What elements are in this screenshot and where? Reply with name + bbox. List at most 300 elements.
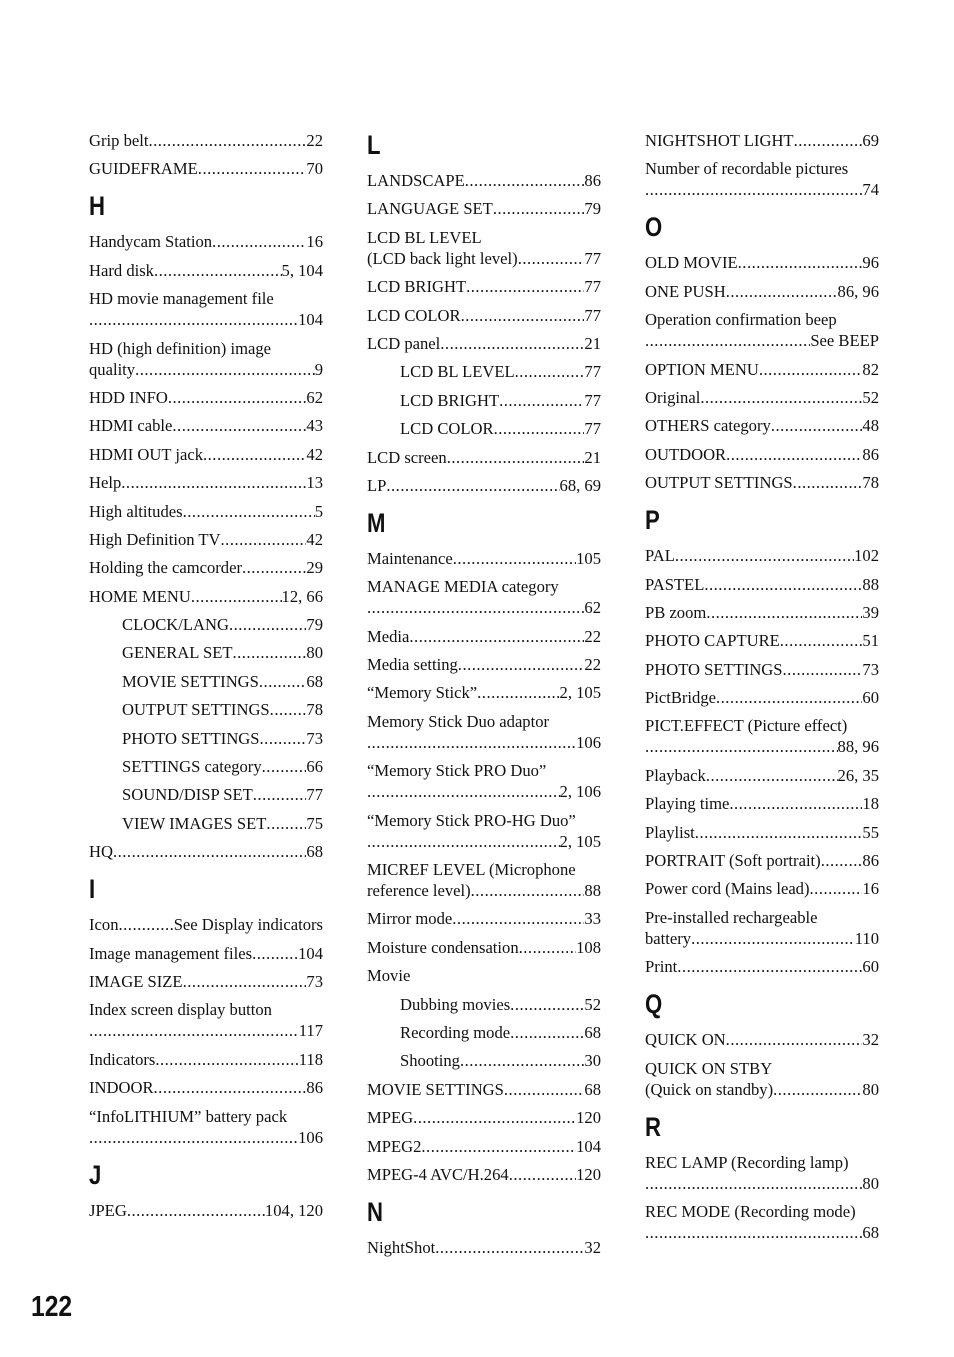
entry-line: [367, 937, 601, 958]
index-entry: [645, 1152, 879, 1194]
section-letter: J: [89, 1159, 102, 1190]
dot-leader: [677, 956, 862, 977]
section-letter: O: [645, 212, 663, 243]
dot-leader: [519, 937, 576, 958]
entry-term: High Definition TV: [89, 529, 221, 549]
entry-line: [89, 260, 323, 281]
entry-term: NIGHTSHOT LIGHT: [645, 131, 794, 150]
entry-term: PASTEL: [645, 574, 705, 594]
entry-term: OPTION MENU: [645, 359, 759, 379]
entry-term: PictBridge: [645, 688, 716, 708]
page-reference: 33: [584, 909, 601, 929]
entry-term: QUICK ON: [645, 1030, 726, 1050]
page-reference: 21: [584, 447, 601, 467]
entry-term-continued: battery: [645, 928, 692, 948]
entry-line: [89, 472, 323, 493]
entry-line: [89, 158, 323, 179]
entry-term: Media setting: [367, 655, 458, 675]
index-subentry: [367, 390, 601, 411]
page-reference: 80: [862, 1173, 879, 1193]
entry-line: [645, 878, 879, 899]
entry-line: [400, 1022, 601, 1043]
dot-leader: [260, 728, 307, 749]
index-entry: [645, 822, 879, 843]
dot-leader: [780, 630, 863, 651]
index-entry: [89, 501, 323, 522]
entry-term: Media: [367, 626, 410, 646]
index-entry: [367, 760, 601, 802]
index-entry: [367, 198, 601, 219]
index-column-2: [367, 130, 601, 1265]
index-subentry: [89, 699, 323, 720]
page-reference: 18: [862, 794, 879, 814]
index-entry: [645, 444, 879, 465]
dot-leader: [113, 841, 306, 862]
entry-line: [367, 908, 601, 929]
entry-line: [89, 529, 323, 550]
index-entry: [645, 387, 879, 408]
page-reference: 104: [576, 1136, 601, 1156]
index-entry: [367, 333, 601, 354]
entry-term: Hard disk: [89, 260, 154, 280]
page-reference: 48: [862, 416, 879, 436]
entry-term: MICREF LEVEL (Microphone: [367, 860, 576, 880]
page-reference: 104, 120: [264, 1200, 323, 1220]
index-entry: [645, 281, 879, 302]
page-reference: 78: [306, 700, 323, 720]
page-reference: 68: [306, 842, 323, 862]
entry-term: Mirror mode: [367, 909, 453, 929]
page-reference: 22: [306, 131, 323, 150]
entry-term: QUICK ON STBY: [645, 1058, 773, 1078]
dot-leader: [477, 682, 559, 703]
index-subentry: [89, 756, 323, 777]
dot-leader: [716, 687, 862, 708]
entry-line: [89, 1020, 323, 1041]
page-reference: 88: [862, 574, 879, 594]
entry-term: HQ: [89, 842, 113, 862]
dot-leader: [212, 231, 306, 252]
page-reference: 77: [584, 305, 601, 325]
page-reference: 68, 69: [559, 475, 601, 495]
index-entry: [89, 444, 323, 465]
entry-line: [645, 444, 879, 465]
index-entry: [89, 914, 323, 935]
entry-line: [367, 781, 601, 802]
entry-line: [89, 943, 323, 964]
entry-line: [367, 548, 601, 569]
dot-leader: [148, 130, 306, 151]
index-entry: [367, 1079, 601, 1100]
index-entry: [89, 288, 323, 330]
index-entry: [89, 529, 323, 550]
page-reference: 9: [314, 359, 323, 379]
index-entry: [645, 1058, 879, 1100]
entry-line: [645, 1079, 879, 1100]
entry-line: [89, 444, 323, 465]
page-reference: 96: [862, 253, 879, 273]
entry-line: [89, 415, 323, 436]
page-reference: 29: [306, 558, 323, 578]
index-entry: [367, 682, 601, 703]
page-reference: 13: [306, 473, 323, 493]
entry-term: Print: [645, 957, 678, 977]
entry-term: REC MODE (Recording mode): [645, 1201, 856, 1221]
dot-leader: [203, 444, 306, 465]
entry-term: “Memory Stick PRO Duo”: [367, 761, 547, 781]
dot-leader: [253, 784, 307, 805]
entry-term: MOVIE SETTINGS: [367, 1079, 504, 1099]
entry-line: [367, 732, 601, 753]
entry-line: [645, 545, 879, 566]
page-reference: 86: [306, 1078, 323, 1098]
page-reference: 75: [306, 813, 323, 833]
page-reference: 79: [306, 615, 323, 635]
index-entry: [89, 338, 323, 380]
index-entry: [645, 907, 879, 949]
dot-leader: [675, 545, 854, 566]
section-letter: Q: [645, 989, 663, 1020]
dot-leader: [447, 447, 585, 468]
dot-leader: [232, 642, 306, 663]
entry-line: [367, 170, 601, 191]
page-reference: 86: [584, 171, 601, 190]
index-entry: [89, 586, 323, 607]
index-entry: [89, 943, 323, 964]
page-reference: 68: [306, 671, 323, 691]
page-reference: 2, 105: [559, 831, 601, 851]
dot-leader: [726, 1029, 863, 1050]
entry-line: [645, 928, 879, 949]
page-reference: 104: [298, 310, 323, 330]
dot-leader: [168, 387, 307, 408]
dot-leader: [121, 472, 306, 493]
entry-line: [645, 415, 879, 436]
entry-line: [645, 359, 879, 380]
entry-line: [367, 475, 601, 496]
page-reference: 62: [584, 598, 601, 618]
entry-line: [645, 793, 879, 814]
entry-line: [367, 831, 601, 852]
dot-leader: [471, 880, 585, 901]
entry-term: High altitudes: [89, 501, 183, 521]
dot-leader: [821, 850, 863, 871]
dot-leader: [421, 1136, 576, 1157]
dot-leader: [155, 1049, 298, 1070]
entry-term: Help: [89, 473, 122, 493]
index-entry: [645, 850, 879, 871]
dot-leader: [172, 415, 306, 436]
index-column-3: [645, 130, 879, 1250]
index-subentry: [367, 418, 601, 439]
index-entry: [367, 305, 601, 326]
index-entry: [89, 999, 323, 1041]
page-reference: 86: [862, 851, 879, 871]
entry-term: “Memory Stick PRO-HG Duo”: [367, 810, 576, 830]
entry-term: SOUND/DISP SET: [122, 785, 253, 805]
page-reference: 32: [584, 1237, 601, 1257]
index-entry: [89, 158, 323, 179]
index-subentry: [367, 1050, 601, 1071]
dot-leader: [453, 548, 576, 569]
entry-term: JPEG: [89, 1200, 127, 1220]
dot-leader: [645, 1173, 862, 1194]
dot-leader: [229, 614, 306, 635]
entry-term: MPEG2: [367, 1136, 422, 1156]
dot-leader: [645, 179, 862, 200]
dot-leader: [509, 1164, 576, 1185]
page-reference: 80: [306, 643, 323, 663]
index-entry: [645, 630, 879, 651]
dot-leader: [154, 260, 282, 281]
entry-line: [89, 914, 323, 935]
dot-leader: [409, 626, 584, 647]
index-entry: [89, 1200, 323, 1221]
entry-line: [645, 956, 879, 977]
entry-term: OTHERS category: [645, 416, 771, 436]
page-reference: 2, 105: [559, 683, 601, 703]
entry-line: [89, 359, 323, 380]
entry-term: SETTINGS category: [122, 757, 262, 777]
page-reference: 117: [298, 1021, 323, 1041]
entry-line: [367, 198, 601, 219]
entry-line: [645, 130, 879, 151]
entry-term: HOME MENU: [89, 586, 191, 606]
dot-leader: [645, 330, 810, 351]
index-entry: [89, 557, 323, 578]
entry-line: [89, 501, 323, 522]
entry-line: [89, 557, 323, 578]
page-reference: See Display indicators: [173, 915, 323, 935]
entry-term: Dubbing movies: [400, 994, 511, 1014]
index-subentry: [89, 728, 323, 749]
entry-term: Grip belt: [89, 131, 149, 150]
dot-leader: [367, 732, 576, 753]
entry-line: [367, 276, 601, 297]
page-reference: 16: [862, 879, 879, 899]
dot-leader: [266, 813, 306, 834]
index-column-1: [89, 130, 323, 1228]
entry-term: OUTPUT SETTINGS: [645, 473, 793, 493]
dot-leader: [645, 1222, 862, 1243]
index-subentry: [89, 784, 323, 805]
dot-leader: [499, 390, 584, 411]
page-reference: 74: [862, 180, 879, 200]
entry-term: LCD BRIGHT: [400, 390, 500, 410]
page-reference: 16: [306, 232, 323, 252]
dot-leader: [135, 359, 315, 380]
index-entry: [367, 711, 601, 753]
index-entry: [367, 1237, 601, 1258]
entry-line: [400, 361, 601, 382]
dot-leader: [413, 1107, 576, 1128]
section-letter: N: [367, 1196, 383, 1227]
page-reference: 5, 104: [281, 260, 323, 280]
page-reference: See BEEP: [810, 331, 879, 351]
entry-line: [367, 597, 601, 618]
page-reference: 22: [584, 655, 601, 675]
page-reference: 68: [584, 1079, 601, 1099]
entry-term: LCD BL LEVEL: [367, 227, 482, 247]
dot-leader: [773, 1079, 862, 1100]
page-reference: 42: [306, 529, 323, 549]
dot-leader: [793, 472, 863, 493]
entry-line: [645, 252, 879, 273]
entry-term: Recording mode: [400, 1022, 511, 1042]
page-reference: 77: [584, 248, 601, 268]
entry-line: [367, 248, 601, 269]
dot-leader: [460, 1050, 584, 1071]
entry-term: OLD MOVIE: [645, 253, 738, 273]
entry-term: INDOOR: [89, 1078, 154, 1098]
dot-leader: [493, 198, 585, 219]
entry-line: [645, 1173, 879, 1194]
entry-term: GUIDEFRAME: [89, 159, 198, 179]
entry-line: [367, 333, 601, 354]
index-entry: [89, 231, 323, 252]
page-reference: 77: [584, 419, 601, 439]
entry-term: LCD COLOR: [400, 419, 494, 439]
dot-leader: [645, 736, 838, 757]
entry-line: [367, 626, 601, 647]
page-reference: 104: [298, 943, 323, 963]
dot-leader: [810, 878, 863, 899]
entry-line: [645, 574, 879, 595]
dot-leader: [435, 1237, 584, 1258]
dot-leader: [259, 671, 307, 692]
entry-line: [367, 1079, 601, 1100]
entry-term-continued: (LCD back light level): [367, 248, 518, 268]
index-entry: [367, 447, 601, 468]
page-reference: 66: [306, 757, 323, 777]
entry-line: [645, 1029, 879, 1050]
page-reference: 120: [576, 1108, 601, 1128]
index-entry: [645, 472, 879, 493]
page-reference: 32: [862, 1030, 879, 1050]
entry-line: [400, 994, 601, 1015]
section-letter: M: [367, 507, 386, 538]
section-letter: R: [645, 1111, 661, 1142]
entry-line: [122, 728, 323, 749]
dot-leader: [706, 602, 862, 623]
index-entry: [89, 1077, 323, 1098]
section-letter: P: [645, 505, 660, 536]
index-entry: [367, 276, 601, 297]
entry-term: LCD BRIGHT: [367, 277, 467, 297]
entry-line: [645, 630, 879, 651]
page-reference: 88: [584, 881, 601, 901]
index-entry: [645, 765, 879, 786]
dot-leader: [695, 822, 863, 843]
index-subentry: [367, 361, 601, 382]
entry-line: [89, 1127, 323, 1148]
page-reference: 82: [862, 359, 879, 379]
index-entry: [645, 574, 879, 595]
index-entry: [367, 548, 601, 569]
entry-line: [645, 1222, 879, 1243]
entry-line: [400, 418, 601, 439]
dot-leader: [367, 597, 584, 618]
page-reference: 73: [306, 971, 323, 991]
entry-term: “InfoLITHIUM” battery pack: [89, 1106, 288, 1126]
dot-leader: [515, 361, 585, 382]
entry-term: Original: [645, 387, 701, 407]
index-entry: [367, 1136, 601, 1157]
entry-term: Playlist: [645, 822, 695, 842]
entry-line: [367, 305, 601, 326]
page-reference: 5: [314, 501, 323, 521]
index-entry: [645, 956, 879, 977]
page-reference: 62: [306, 387, 323, 407]
index-entry: [89, 472, 323, 493]
page-reference: 79: [584, 199, 601, 219]
dot-leader: [270, 699, 307, 720]
index-entry: [89, 387, 323, 408]
entry-line: [645, 659, 879, 680]
index-entry: [645, 415, 879, 436]
entry-term: Index screen display button: [89, 1000, 272, 1020]
entry-line: [645, 822, 879, 843]
dot-leader: [771, 415, 863, 436]
entry-term-continued: reference level): [367, 881, 471, 901]
entry-term: Handycam Station: [89, 232, 213, 252]
entry-term: HDMI cable: [89, 416, 173, 436]
entry-line: [122, 642, 323, 663]
dot-leader: [704, 574, 862, 595]
entry-line: [89, 231, 323, 252]
entry-line: [367, 1164, 601, 1185]
dot-leader: [89, 309, 298, 330]
entry-term: PAL: [645, 546, 675, 566]
entry-term: Pre-installed rechargeable: [645, 907, 818, 927]
entry-line: [122, 614, 323, 635]
dot-leader: [783, 659, 863, 680]
dot-leader: [367, 831, 560, 852]
index-entry: [645, 1201, 879, 1243]
page-reference: 42: [306, 444, 323, 464]
index-subentry: [89, 671, 323, 692]
entry-term: PHOTO CAPTURE: [645, 631, 780, 651]
dot-leader: [458, 654, 585, 675]
entry-term: HD (high definition) image: [89, 338, 272, 358]
entry-term: Icon: [89, 915, 119, 935]
dot-leader: [183, 501, 315, 522]
dot-leader: [198, 158, 307, 179]
dot-leader: [191, 586, 282, 607]
page-reference: 73: [862, 659, 879, 679]
entry-line: [122, 813, 323, 834]
dot-leader: [518, 248, 585, 269]
entry-term: “Memory Stick”: [367, 683, 478, 703]
index-entry: [645, 158, 879, 200]
entry-term: OUTDOOR: [645, 444, 727, 464]
entry-line: [645, 472, 879, 493]
index-entry: [367, 965, 601, 986]
dot-leader: [759, 359, 863, 380]
dot-leader: [494, 418, 585, 439]
entry-line: [122, 671, 323, 692]
entry-term: Moisture condensation: [367, 937, 519, 957]
index-entry: [89, 971, 323, 992]
entry-term: Movie: [367, 966, 411, 986]
page-reference: 86: [862, 444, 879, 464]
index-entry: [89, 1049, 323, 1070]
index-entry: [367, 937, 601, 958]
page-reference: 77: [584, 390, 601, 410]
page-reference: 12, 66: [281, 586, 323, 606]
entry-line: [367, 1136, 601, 1157]
index-entry: [645, 687, 879, 708]
